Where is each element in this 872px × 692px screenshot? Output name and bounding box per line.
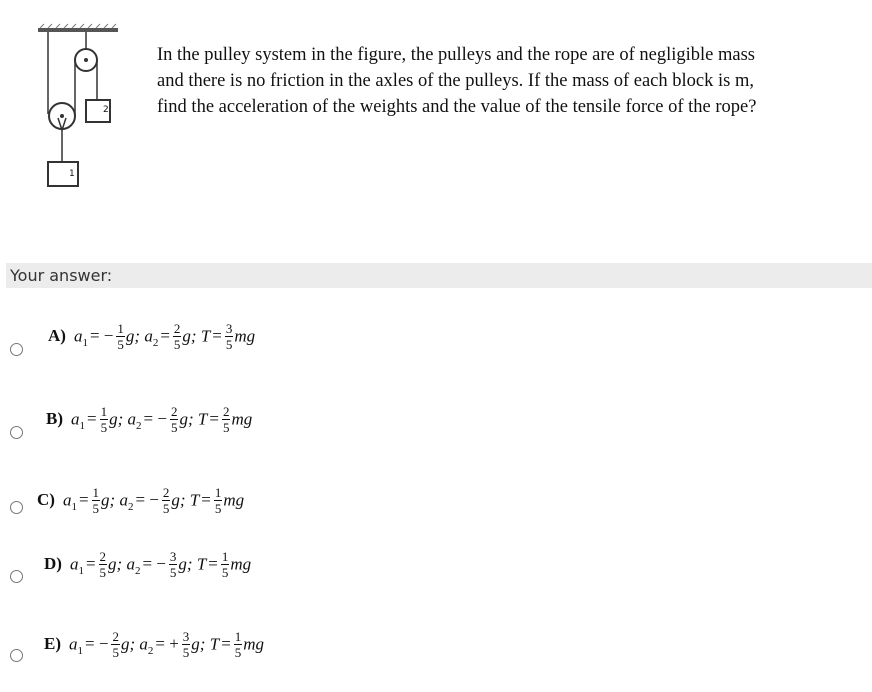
a1-subscript: 1: [77, 644, 83, 657]
denominator: 5: [170, 420, 178, 435]
a2-subscript: 2: [147, 644, 154, 657]
a2-symbol: a: [144, 326, 153, 346]
g-symbol: g;: [101, 490, 116, 510]
a1-subscript: 1: [79, 419, 85, 432]
denominator: 5: [221, 565, 229, 580]
option-radio-c[interactable]: [10, 501, 23, 514]
tension-symbol: T: [189, 490, 200, 510]
option-b[interactable]: [46, 405, 252, 445]
fraction: [162, 485, 171, 516]
fraction: [170, 404, 179, 435]
numerator: 2: [222, 404, 230, 419]
denominator: 5: [99, 565, 107, 580]
a1-sign: =: [78, 490, 89, 510]
fraction: [92, 485, 101, 516]
denominator: 5: [100, 420, 108, 435]
option-letter: D): [44, 554, 62, 574]
a1-symbol: a: [71, 409, 80, 429]
option-radio-d[interactable]: [10, 570, 23, 583]
a2-sign: =: [160, 326, 170, 346]
numerator: 2: [112, 629, 119, 644]
numerator: 2: [162, 485, 170, 500]
numerator: 1: [117, 321, 124, 336]
g-symbol: g;: [108, 554, 123, 574]
a2-sign: = −: [142, 554, 166, 574]
option-letter: A): [48, 326, 66, 346]
mg-symbol: mg: [231, 409, 253, 429]
a2-symbol: a: [127, 409, 137, 429]
numerator: 3: [225, 321, 233, 336]
mg-symbol: mg: [234, 326, 256, 346]
numerator: 1: [214, 485, 222, 500]
numerator: 3: [182, 629, 190, 644]
tension-symbol: T: [197, 409, 208, 429]
fraction: [221, 549, 230, 580]
a1-sign: = −: [89, 326, 114, 346]
denominator: 5: [222, 420, 230, 435]
a2-sign: = −: [143, 409, 167, 429]
option-radio-b[interactable]: [10, 426, 23, 439]
t-sign: =: [221, 634, 231, 654]
a2-sign: = +: [155, 634, 179, 654]
fraction: [111, 629, 120, 660]
a2-subscript: 2: [127, 500, 134, 513]
g-symbol: g;: [179, 409, 194, 429]
ceiling-hatch: [40, 24, 116, 28]
denominator: 5: [92, 501, 100, 516]
a2-subscript: 2: [136, 419, 142, 432]
a2-symbol: a: [139, 634, 148, 654]
t-sign: =: [201, 490, 211, 510]
denominator: 5: [162, 501, 170, 516]
option-d[interactable]: [44, 550, 251, 590]
a1-sign: =: [85, 554, 96, 574]
block-2-label: 2: [103, 105, 109, 115]
fraction: [214, 485, 223, 516]
g-symbol: g;: [109, 409, 124, 429]
a2-subscript: 2: [152, 336, 159, 349]
t-sign: =: [209, 409, 219, 429]
fraction: [173, 321, 182, 352]
t-sign: =: [208, 554, 218, 574]
tension-symbol: T: [196, 554, 207, 574]
fraction: [169, 549, 178, 580]
option-radio-e[interactable]: [10, 649, 23, 662]
numerator: 3: [169, 549, 177, 564]
numerator: 2: [99, 549, 107, 564]
option-letter: E): [44, 634, 61, 654]
numerator: 2: [173, 321, 181, 336]
fraction: [234, 629, 243, 660]
numerator: 1: [234, 629, 242, 644]
numerator: 2: [170, 404, 178, 419]
fraction: [222, 404, 231, 435]
a2-symbol: a: [126, 554, 135, 574]
option-radio-a[interactable]: [10, 343, 23, 356]
denominator: 5: [234, 645, 242, 660]
g-symbol: g;: [182, 326, 197, 346]
numerator: 1: [100, 404, 108, 419]
answer-label: Your answer:: [10, 266, 113, 285]
option-e[interactable]: [44, 630, 264, 670]
g-symbol: g;: [125, 326, 141, 346]
mg-symbol: mg: [243, 634, 265, 654]
a1-symbol: a: [73, 326, 83, 346]
fraction: [182, 629, 191, 660]
a1-symbol: a: [69, 554, 79, 574]
denominator: 5: [214, 501, 222, 516]
block-1-label: 1: [69, 169, 75, 179]
pulley-figure: [8, 22, 148, 204]
g-symbol: g;: [171, 490, 186, 510]
numerator: 1: [92, 485, 100, 500]
tension-symbol: T: [209, 634, 220, 654]
question-text: In the pulley system in the figure, the pulleys and the rope are of negligible mass and there is no friction in the axles of the pulleys. If the mass of each block is m, find the acceleration of the weights and the value of the tensile force of the rope?: [157, 45, 757, 117]
option-letter: B): [46, 409, 63, 429]
a2-sign: = −: [135, 490, 159, 510]
a1-subscript: 1: [82, 336, 88, 349]
denominator: 5: [225, 337, 233, 352]
g-symbol: g;: [120, 634, 136, 654]
option-a[interactable]: [48, 322, 255, 362]
answer-header: [6, 263, 872, 288]
fraction: [116, 321, 125, 352]
denominator: 5: [112, 645, 119, 660]
tension-symbol: T: [200, 326, 211, 346]
a1-sign: = −: [85, 634, 109, 654]
option-c[interactable]: [37, 486, 244, 526]
ceiling: [38, 28, 118, 32]
denominator: 5: [173, 337, 181, 352]
mg-symbol: mg: [223, 490, 245, 510]
a2-subscript: 2: [134, 564, 141, 577]
a1-symbol: a: [62, 490, 72, 510]
g-symbol: g;: [191, 634, 206, 654]
g-symbol: g;: [178, 554, 193, 574]
a1-symbol: a: [69, 634, 78, 654]
fraction: [99, 549, 108, 580]
denominator: 5: [117, 337, 124, 352]
option-letter: C): [37, 490, 55, 510]
mg-symbol: mg: [230, 554, 252, 574]
a1-subscript: 1: [78, 564, 84, 577]
a1-subscript: 1: [71, 500, 77, 513]
t-sign: =: [212, 326, 222, 346]
a2-symbol: a: [119, 490, 128, 510]
a1-sign: =: [87, 409, 97, 429]
numerator: 1: [221, 549, 229, 564]
denominator: 5: [182, 645, 190, 660]
fraction: [225, 321, 234, 352]
fraction: [100, 404, 109, 435]
denominator: 5: [169, 565, 177, 580]
